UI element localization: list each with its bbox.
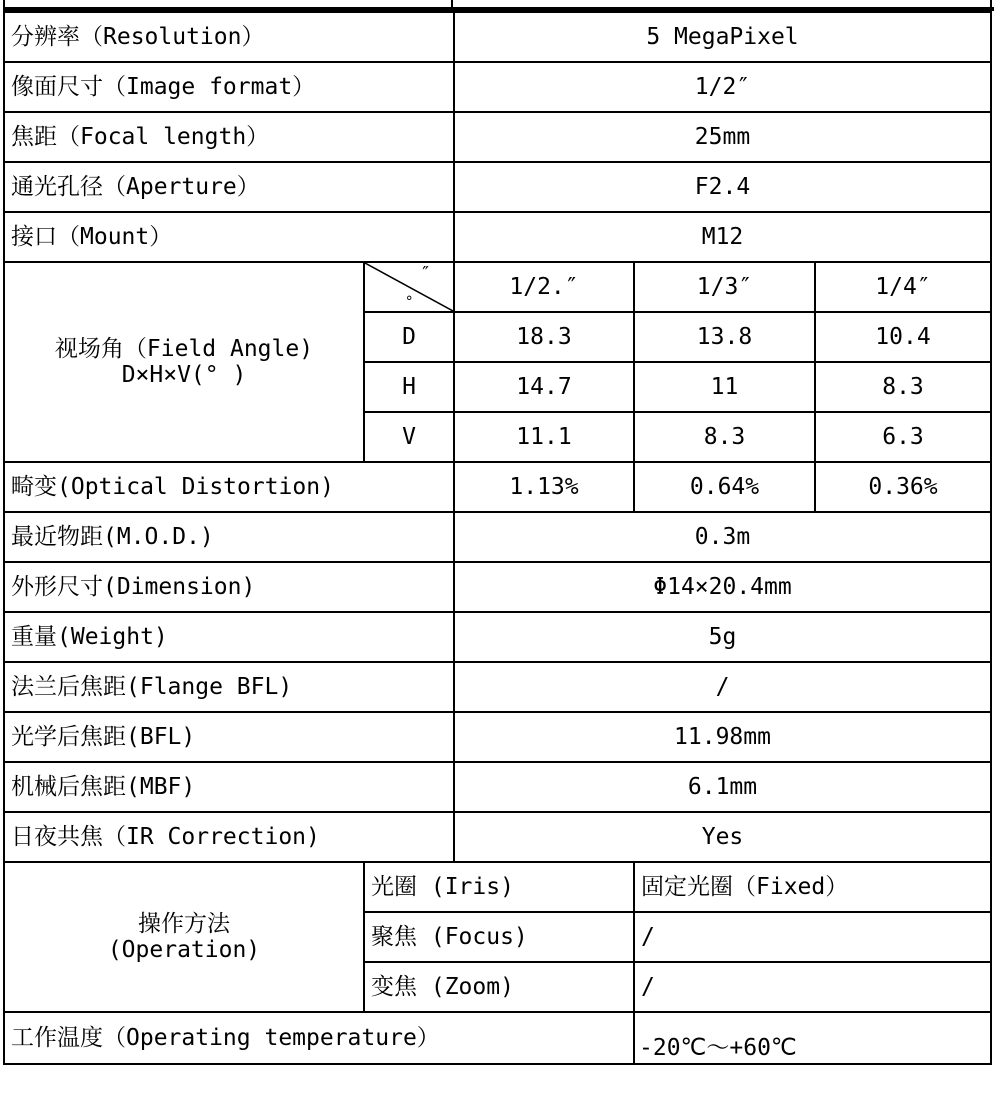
- table-row-mount: [4, 212, 991, 262]
- operation-item-focus: 聚焦 (Focus): [364, 912, 634, 962]
- table-row-weight: [4, 612, 991, 662]
- bfl-label: 光学后焦距(BFL): [4, 712, 454, 762]
- table-row-distortion: [4, 462, 991, 512]
- image-format-value: 1/2″: [454, 62, 991, 112]
- table-row-operation-iris: [4, 862, 991, 912]
- table-row-flange-bfl: [4, 662, 991, 712]
- mount-value: M12: [454, 212, 991, 262]
- table-row-field-angle-header: [4, 262, 991, 312]
- diagonal-bottom-mark: °: [405, 294, 414, 310]
- weight-value: 5g: [454, 612, 991, 662]
- bfl-value: 11.98mm: [454, 712, 991, 762]
- operation-item-iris: 光圈 (Iris): [364, 862, 634, 912]
- format-header-3: 1/4″: [815, 262, 991, 312]
- field-angle-h-3: 8.3: [815, 362, 991, 412]
- table-row-mod: [4, 512, 991, 562]
- operation-item-zoom: 变焦 (Zoom): [364, 962, 634, 1012]
- lens-spec-table: [3, 11, 992, 1065]
- focal-length-label: 焦距（Focal length）: [4, 112, 454, 162]
- mount-label: 接口（Mount）: [4, 212, 454, 262]
- resolution-value: 5 MegaPixel: [454, 12, 991, 62]
- table-row-ir-correction: [4, 812, 991, 862]
- diagonal-top-mark: ″: [420, 263, 431, 284]
- field-angle-d-1: 18.3: [454, 312, 634, 362]
- dimension-label: 外形尺寸(Dimension): [4, 562, 454, 612]
- operation-label: [4, 862, 364, 1012]
- operation-label-line1: 操作方法: [138, 911, 230, 937]
- mbf-label: 机械后焦距(MBF): [4, 762, 454, 812]
- ir-correction-label: 日夜共焦（IR Correction): [4, 812, 454, 862]
- table-row-bfl: [4, 712, 991, 762]
- resolution-label: 分辨率（Resolution）: [4, 12, 454, 62]
- table-row-dimension: [4, 562, 991, 612]
- field-angle-label-line2: D×H×V(° ): [121, 362, 247, 388]
- flange-bfl-value: /: [454, 662, 991, 712]
- mod-label: 最近物距(M.O.D.): [4, 512, 454, 562]
- field-angle-d-3: 10.4: [815, 312, 991, 362]
- field-angle-v-3: 6.3: [815, 412, 991, 462]
- axis-label-v: V: [364, 412, 454, 462]
- field-angle-v-1: 11.1: [454, 412, 634, 462]
- left-edge-stub: [3, 0, 5, 11]
- operation-value-iris: 固定光圈（Fixed）: [634, 862, 991, 912]
- ir-correction-value: Yes: [454, 812, 991, 862]
- distortion-value-1: 1.13%: [454, 462, 634, 512]
- field-angle-label-line1: 视场角（Field Angle): [54, 336, 314, 362]
- table-row-mbf: [4, 762, 991, 812]
- operation-value-focus: /: [634, 912, 991, 962]
- field-angle-v-2: 8.3: [634, 412, 815, 462]
- field-angle-d-2: 13.8: [634, 312, 815, 362]
- focal-length-value: 25mm: [454, 112, 991, 162]
- top-border: [0, 0, 1000, 11]
- mbf-value: 6.1mm: [454, 762, 991, 812]
- weight-label: 重量(Weight): [4, 612, 454, 662]
- format-header-2: 1/3″: [634, 262, 815, 312]
- operation-label-line2: (Operation): [107, 937, 261, 963]
- aperture-value: F2.4: [454, 162, 991, 212]
- mid-edge-stub: [451, 0, 453, 11]
- diagonal-header-cell: [364, 262, 454, 312]
- distortion-value-2: 0.64%: [634, 462, 815, 512]
- table-row-temperature: [4, 1012, 991, 1064]
- format-header-1: 1/2.″: [454, 262, 634, 312]
- right-edge-stub: [990, 0, 992, 11]
- aperture-label: 通光孔径（Aperture）: [4, 162, 454, 212]
- temperature-label: 工作温度（Operating temperature）: [4, 1012, 634, 1064]
- field-angle-h-2: 11: [634, 362, 815, 412]
- table-row-aperture: [4, 162, 991, 212]
- operation-value-zoom: /: [634, 962, 991, 1012]
- table-row-focal-length: [4, 112, 991, 162]
- mod-value: 0.3m: [454, 512, 991, 562]
- field-angle-h-1: 14.7: [454, 362, 634, 412]
- field-angle-label: [4, 262, 364, 462]
- table-row-image-format: [4, 62, 991, 112]
- axis-label-h: H: [364, 362, 454, 412]
- image-format-label: 像面尺寸（Image format）: [4, 62, 454, 112]
- axis-label-d: D: [364, 312, 454, 362]
- flange-bfl-label: 法兰后焦距(Flange BFL): [4, 662, 454, 712]
- dimension-value: Φ14×20.4mm: [454, 562, 991, 612]
- distortion-value-3: 0.36%: [815, 462, 991, 512]
- distortion-label: 畸变(Optical Distortion): [4, 462, 454, 512]
- temperature-value: -20℃～+60℃: [634, 1012, 991, 1064]
- table-row-resolution: [4, 12, 991, 62]
